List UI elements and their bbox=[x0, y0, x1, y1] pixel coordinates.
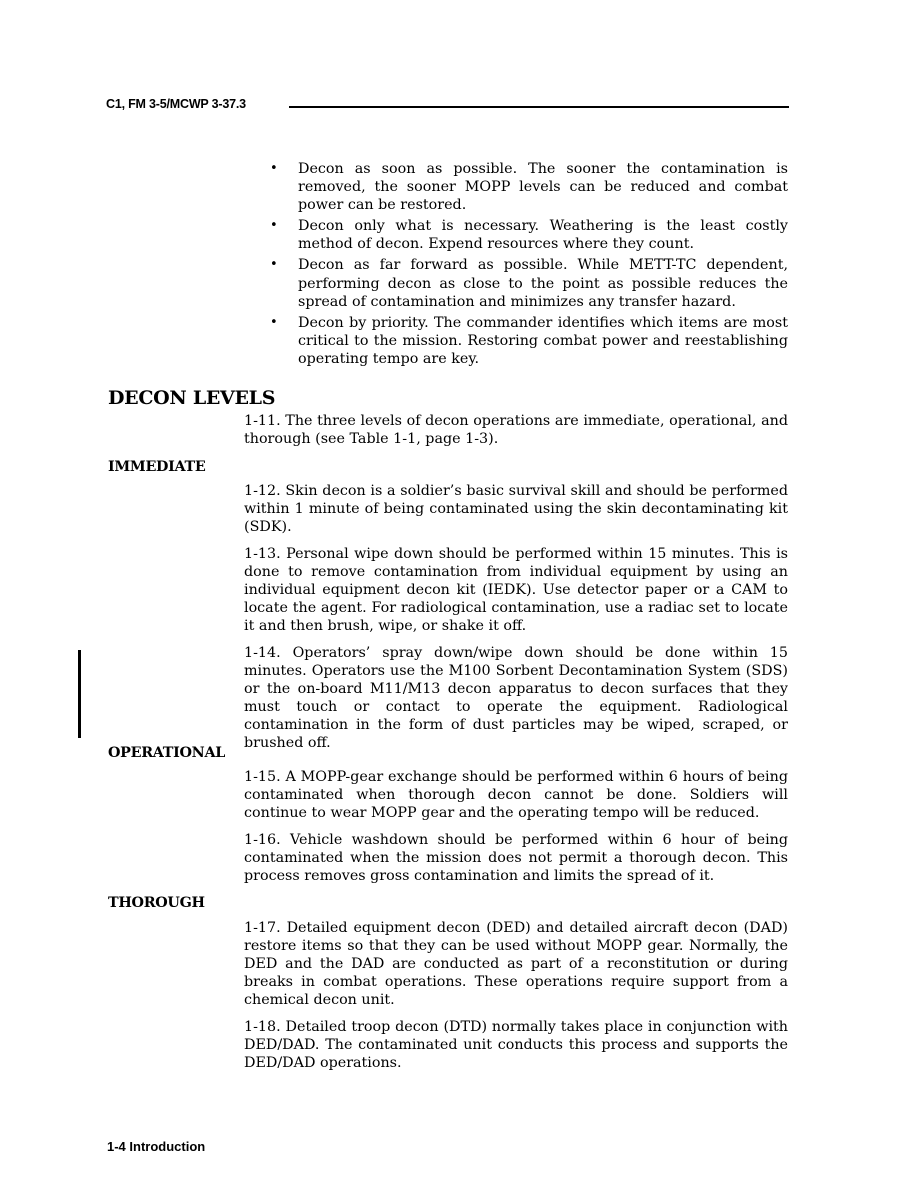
header-rule bbox=[289, 106, 789, 108]
list-item-text: Decon as soon as possible. The sooner the contamination is removed, the sooner MOPP levels can be reduced and combat power can be restored. bbox=[298, 161, 788, 214]
bullet-icon: • bbox=[270, 257, 278, 273]
bullet-icon: • bbox=[270, 218, 278, 234]
list-item-text: Decon only what is necessary. Weathering is the least costly method of decon. Expend resources where they count. bbox=[298, 218, 788, 253]
page-footer: 1-4 Introduction bbox=[107, 1139, 206, 1154]
list-item bbox=[270, 256, 788, 310]
paragraph-1-12: 1-12. Skin decon is a soldier’s basic survival skill and should be performed within 1 minute of being contaminated using the skin decontaminating kit (SDK). bbox=[244, 483, 788, 536]
bullet-icon: • bbox=[270, 161, 278, 176]
paragraph-1-17: 1-17. Detailed equipment decon (DED) and detailed aircraft decon (DAD) restore items so that they can be used without MOPP gear. Normally, the DED and the DAD are conducted as part of a reconstitution or during breaks in combat operations. These operations require support from a chemical decon unit. bbox=[244, 920, 788, 1009]
section-title-decon-levels: DECON LEVELS bbox=[108, 387, 276, 409]
list-item bbox=[270, 217, 788, 253]
list-item-text: Decon as far forward as possible. While METT-TC dependent, performing decon as close to the point as possible reduces the spread of contamination and minimizes any transfer hazard. bbox=[298, 257, 788, 310]
list-item bbox=[270, 314, 788, 368]
paragraph-1-11: 1-11. The three levels of decon operations are immediate, operational, and thorough (see Table 1-1, page 1-3). bbox=[244, 413, 788, 448]
page-header bbox=[106, 97, 789, 115]
principles-list bbox=[270, 160, 788, 371]
list-item bbox=[270, 160, 788, 214]
paragraph-1-16: 1-16. Vehicle washdown should be performed within 6 hour of being contaminated when the mission does not permit a thorough decon. This process removes gross contamination and limits the spread of it. bbox=[244, 832, 788, 885]
subheading-operational: OPERATIONAL bbox=[108, 745, 225, 761]
subheading-thorough: THOROUGH bbox=[108, 895, 205, 911]
paragraph-1-14: 1-14. Operators’ spray down/wipe down should be done within 15 minutes. Operators use the M100 Sorbent Decontamination System (SDS) or the on-board M11/M13 decon apparatus to decon surfaces that they must touch or contact to operate the equipment. Radiological contamination in the form of dust particles may be wiped, scraped, or brushed off. bbox=[244, 645, 788, 752]
change-bar bbox=[78, 650, 81, 738]
paragraph-1-15: 1-15. A MOPP-gear exchange should be performed within 6 hours of being contaminated when thorough decon cannot be done. Soldiers will continue to wear MOPP gear and the operating tempo will be reduced. bbox=[244, 769, 788, 822]
paragraph-1-18: 1-18. Detailed troop decon (DTD) normally takes place in conjunction with DED/DAD. The contaminated unit conducts this process and supports the DED/DAD operations. bbox=[244, 1019, 788, 1072]
bullet-icon: • bbox=[270, 314, 278, 330]
list-item-text: Decon by priority. The commander identifies which items are most critical to the mission. Restoring combat power and reestablishing operating tempo are key. bbox=[298, 314, 788, 367]
subheading-immediate: IMMEDIATE bbox=[108, 459, 206, 475]
header-title: C1, FM 3-5/MCWP 3-37.3 bbox=[106, 97, 246, 111]
paragraph-1-13: 1-13. Personal wipe down should be performed within 15 minutes. This is done to remove contamination from individual equipment by using an individual equipment decon kit (IEDK). Use detector paper or a CAM to locate the agent. For radiological contamination, use a radiac set to locate it and then brush, wipe, or shake it off. bbox=[244, 546, 788, 635]
